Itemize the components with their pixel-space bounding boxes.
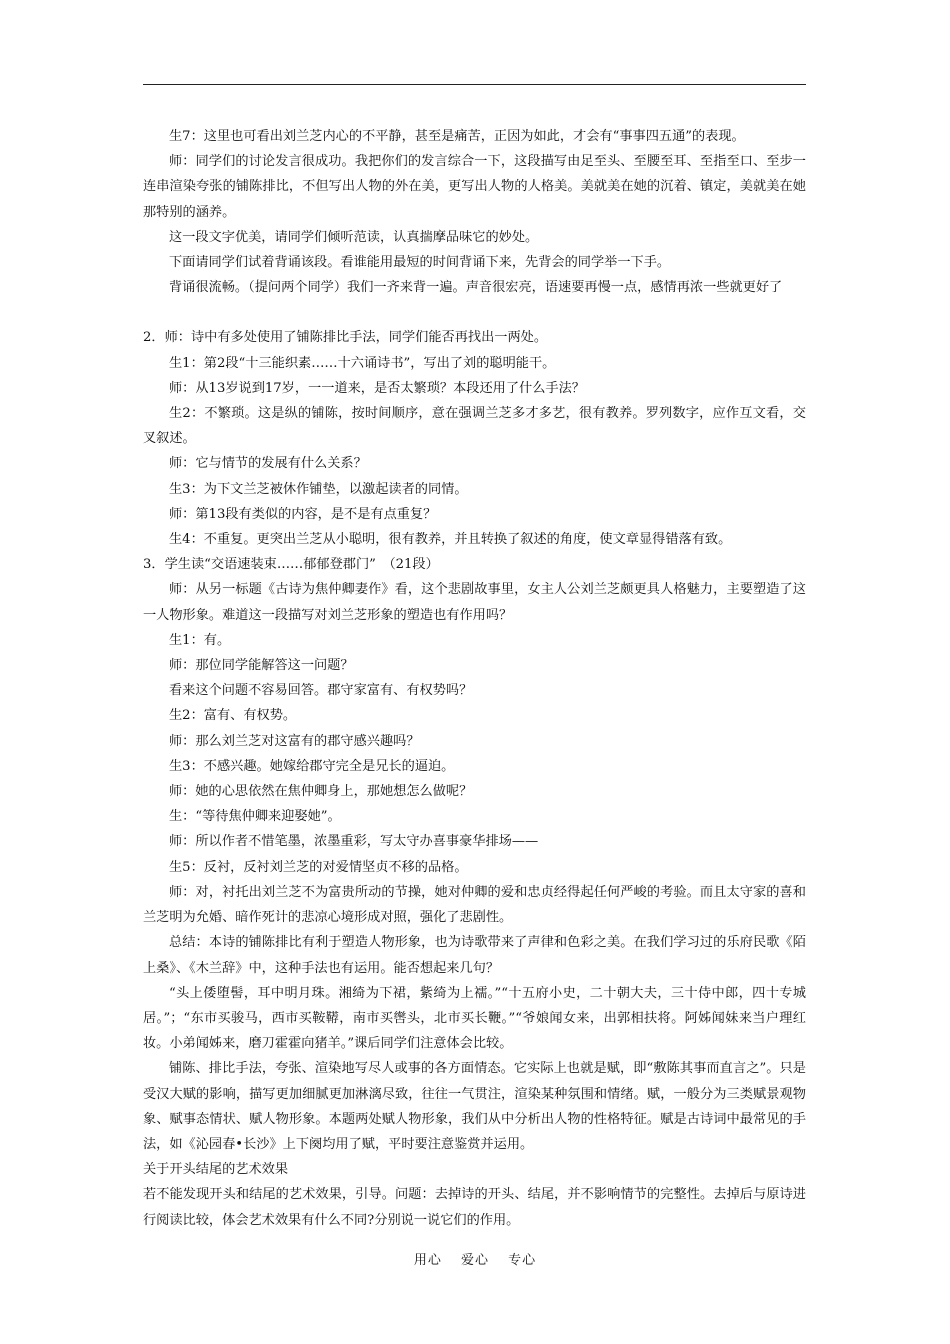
paragraph: 师：她的心思依然在焦仲卿身上，那她想怎么做呢？ <box>169 784 473 800</box>
paragraph: 师：所以作者不惜笔墨，浓墨重彩，写太守办喜事豪华排场—— <box>169 834 539 850</box>
paragraph: 下面请同学们试着背诵该段。看谁能用最短的时间背诵下来，先背会的同学举一下手。 <box>169 255 671 271</box>
paragraph: 若不能发现开头和结尾的艺术效果，引导。问题：去掉诗的开头、结尾，并不影响情节的完整性。去掉后与原诗进行阅读比较，体会艺术效果有什么不同?分别说一说它们的作用。 <box>143 1187 806 1228</box>
paragraph: 生2：富有、有权势。 <box>169 708 297 724</box>
paragraph: 师：从13岁说到17岁，一一道来，是否太繁琐？本段还用了什么手法？ <box>169 380 585 396</box>
section-heading: 关于开头结尾的艺术效果 <box>143 1162 289 1178</box>
paragraph: 生1：第2段“十三能织素……十六诵诗书”，写出了刘的聪明能干。 <box>169 355 556 371</box>
numbered-item: 2．师：诗中有多处使用了铺陈排比手法，同学们能否再找出一两处。 <box>143 330 548 346</box>
paragraph: 生3：为下文兰芝被休作铺垫，以激起读者的同情。 <box>169 481 468 497</box>
paragraph: 生：“等待焦仲卿来迎娶她”。 <box>169 809 341 825</box>
paragraph: 生1：有。 <box>169 632 231 648</box>
paragraph: 这一段文字优美，请同学们倾听范读，认真揣摩品味它的妙处。 <box>169 229 539 245</box>
paragraph: “头上倭堕髻，耳中明月珠。湘绮为下裙，紫绮为上襦。”“十五府小史，二十朝大夫，三十侍中郎，四十专城居。”；“东市买骏马，西市买鞍鞯，南市买辔头，北市买长鞭。”“爷娘闻女来，出郭相扶将。阿姊闻妹来当户理红妆。小弟闻姊来，磨刀霍霍向猪羊。”课后同学们注意体会比较。 <box>143 985 806 1052</box>
paragraph: 生2：不繁琐。这是纵的铺陈，按时间顺序，意在强调兰芝多才多艺，很有教养。罗列数字，应作互文看，交叉叙述。 <box>143 406 806 447</box>
paragraph: 师：从另一标题《古诗为焦仲卿妻作》看，这个悲剧故事里，女主人公刘兰芝颇更具人格魅力，主要塑造了这一人物形象。难道这一段描写对刘兰芝形象的塑造也有作用吗？ <box>143 582 806 623</box>
paragraph: 师：那位同学能解答这一问题？ <box>169 658 354 674</box>
page-footer: 用心 爱心 专心 <box>413 1253 537 1268</box>
paragraph: 生4：不重复。更突出兰芝从小聪明，很有教养，并且转换了叙述的角度，使文章显得错落有致。 <box>169 532 732 548</box>
header-rule <box>143 84 806 85</box>
paragraph: 总结：本诗的铺陈排比有利于塑造人物形象，也为诗歌带来了声律和色彩之美。在我们学习过的乐府民歌《陌上桑》、《木兰辞》中，这种手法也有运用。能否想起来几句？ <box>143 935 806 976</box>
paragraph: 铺陈、排比手法，夸张、渲染地写尽人或事的各方面情态。它实际上也就是赋，即“敷陈其事而直言之”。只是受汉大赋的影响，描写更加细腻更加淋漓尽致，往往一气贯注，渲染某种氛围和情绪。赋，一般分为三类赋景观物象、赋事态情状、赋人物形象。本题两处赋人物形象，我们从中分析出人物的性格特征。赋是古诗词中最常见的手法，如《沁园春•长沙》上下阕均用了赋，平时要注意鉴赏并运用。 <box>143 1061 806 1152</box>
numbered-item: 3．学生读“交语速装束……郁郁登郡门” （21段） <box>143 557 439 573</box>
paragraph: 师：第13段有类似的内容，是不是有点重复？ <box>169 506 437 522</box>
paragraph: 师：对，衬托出刘兰芝不为富贵所动的节操，她对仲卿的爱和忠贞经得起任何严峻的考验。而且太守家的喜和兰芝明为允婚、暗作死计的悲凉心境形成对照，强化了悲剧性。 <box>143 884 806 926</box>
paragraph: 师：它与情节的发展有什么关系？ <box>169 456 367 472</box>
document-body <box>143 124 806 1233</box>
paragraph: 生5：反衬，反衬刘兰芝的对爱情坚贞不移的品格。 <box>169 859 468 875</box>
paragraph: 生7：这里也可看出刘兰芝内心的不平静，甚至是痛苦，正因为如此，才会有“事事四五通”的表现。 <box>169 129 745 144</box>
blank-line <box>143 300 806 325</box>
paragraph: 看来这个问题不容易回答。郡守家富有、有权势吗？ <box>169 683 473 699</box>
paragraph: 师：同学们的讨论发言很成功。我把你们的发言综合一下，这段描写由足至头、至腰至耳、至指至口、至步一连串渲染夸张的铺陈排比，不但写出人物的外在美，更写出人物的人格美。美就美在她的沉着、镇定，美就美在她那特别的涵养。 <box>143 154 806 220</box>
paragraph: 师：那么刘兰芝对这富有的郡守感兴趣吗？ <box>169 733 420 749</box>
paragraph: 背诵很流畅。（提问两个同学）我们一齐来背一遍。声音很宏亮，语速要再慢一点，感情再浓一些就更好了 <box>169 280 783 296</box>
paragraph: 生3：不感兴趣。她嫁给郡守完全是兄长的逼迫。 <box>169 758 455 774</box>
